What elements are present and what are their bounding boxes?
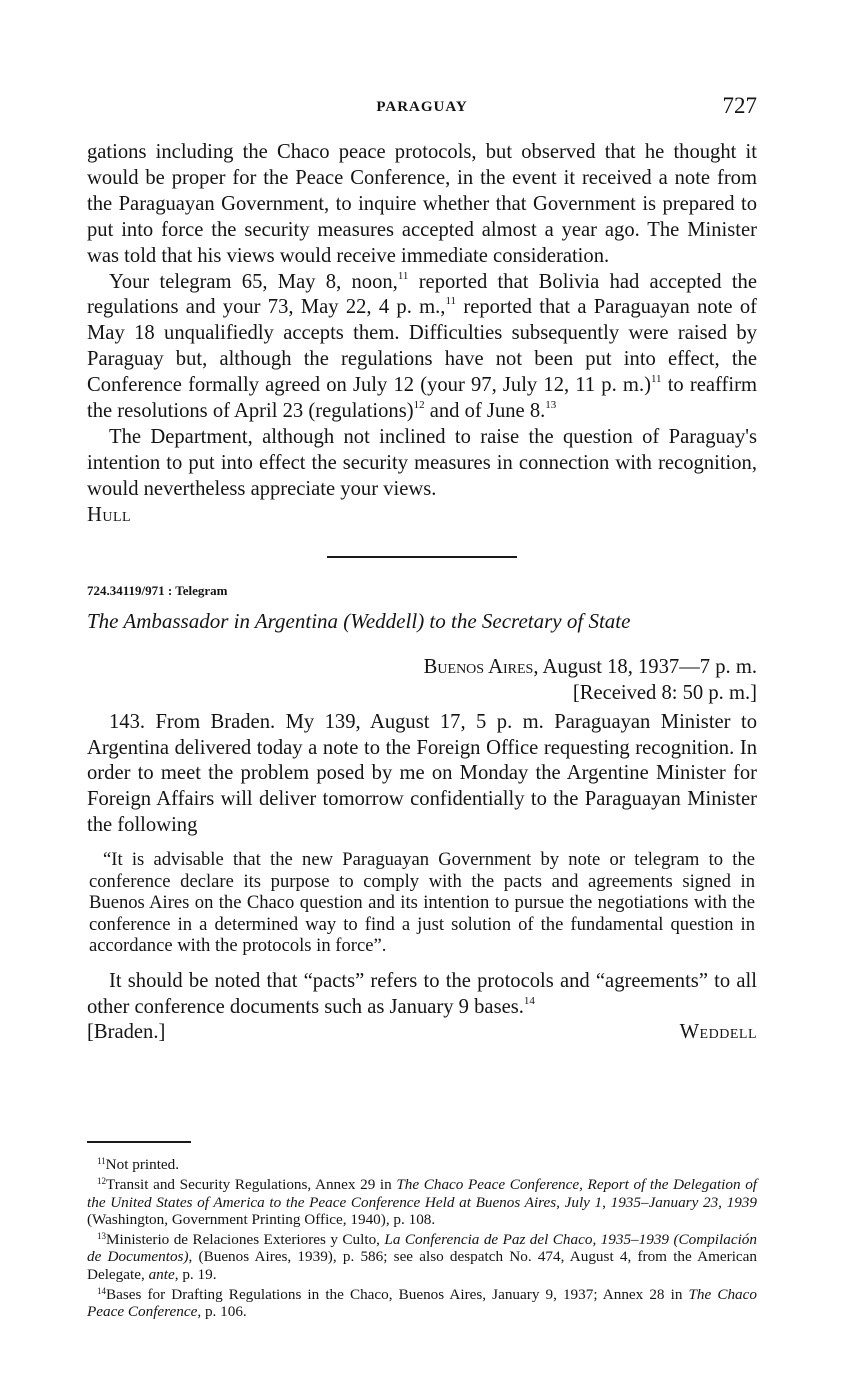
file-number: 724.34119/971 : Telegram [87, 582, 228, 598]
dateline-place-date: Buenos Aires, August 18, 1937—7 p. m. [423, 655, 757, 678]
footnote-ref: 11 [650, 373, 662, 386]
closing-paragraph: It should be noted that “pacts” refers to the protocols and “agreements” to all other conference documents such as January 9 bases.$^{14}$ [87, 969, 757, 1018]
footnotes [87, 1153, 757, 1321]
telegram-references-paragraph: Your telegram 65, May 8, noon,$^{11}$ reported that Bolivia had accepted the regulations and your 73, May 22, 4 p. m.,$^{11}$ reported that a Paraguayan note of May 18 unqualifiedly accepts them. Difficulties subsequently were raised by Paraguay but, although the regulations have not been put into effect, the Conference formally agreed on July 12 (your 97, July 12, 11 p. m.)$^{11}$ to reaffirm the resolutions of April 23 (regulations)$^{12}$ and of June 8.13 [87, 269, 757, 423]
main-text [87, 140, 757, 1046]
closing-line [87, 1020, 757, 1046]
running-head [87, 93, 757, 123]
quoted-note: “It is advisable that the new Paraguayan Government by note or telegram to the conference declare its purpose to comply with the pacts and agreements signed in Buenos Aires on the Chaco question and its intention to pursue the negotiations with the conference in a determined way to find a just solution of the fundamental question in accordance with the protocols in force”. [89, 849, 755, 957]
footnote-ref: 13 [545, 399, 557, 412]
dateline [87, 654, 757, 706]
footnote-ref: 12 [413, 399, 425, 412]
running-head-title: PARAGUAY [376, 99, 468, 115]
footnote-13: $^{13}$Ministerio de Relaciones Exteriores y Culto, La Conferencia de Paz del Chaco, 1935–1939 (Compilación de Documentos), (Buenos Aires, 1939), p. 586; see also despatch No. 474, August 4, from the American Delegate, ante, p. 19. [87, 1231, 757, 1283]
section-divider [327, 556, 517, 558]
page-number: 727 [722, 93, 757, 118]
document-title: The Ambassador in Argentina (Weddell) to the Secretary of State [87, 608, 631, 633]
dateline-received: [Received 8: 50 p. m.] [572, 681, 757, 704]
department-paragraph: The Department, although not inclined to raise the question of Paraguay's intention to put into effect the security measures in connection with recognition, would nevertheless appreciate your views. [87, 425, 757, 500]
document-page [87, 0, 757, 1379]
braden-tag: [Braden.] [87, 1021, 166, 1044]
footnote-ref: 11 [397, 269, 409, 282]
footnote-11: $^{11}$Not printed. [97, 1156, 180, 1173]
footnote-rule [87, 1141, 191, 1143]
continued-paragraph: gations including the Chaco peace protocols, but observed that he thought it would be proper for the Peace Conference, in the event it received a note from the Paraguayan Government, to inquire whether that Government is prepared to put into force the security measures accepted almost a year ago. The Minister was told that his views would receive immediate consideration. [87, 141, 757, 267]
footnote-14: $^{14}$Bases for Drafting Regulations in the Chaco, Buenos Aires, January 9, 1937; Annex 28 in The Chaco Peace Conference, p. 106. [87, 1286, 757, 1321]
footnote-ref: 14 [523, 994, 535, 1007]
signature-hull: Hull [87, 503, 132, 526]
signature-weddell: Weddell [679, 1021, 757, 1044]
footnote-12: $^{12}$Transit and Security Regulations, Annex 29 in The Chaco Peace Conference, Report of the Delegation of the United States of America to the Peace Conference Held at Buenos Aires, July 1, 1935–January 23, 1939 (Washington, Government Printing Office, 1940), p. 108. [87, 1176, 758, 1228]
footnote-ref: 11 [445, 295, 457, 308]
telegram-paragraph: 143. From Braden. My 139, August 17, 5 p. m. Paraguayan Minister to Argentina delivered today a note to the Foreign Office requesting recognition. In order to meet the problem posed by me on Monday the Argentine Minister for Foreign Affairs will deliver tomorrow confidentially to the Paraguayan Minister the following [87, 710, 757, 837]
